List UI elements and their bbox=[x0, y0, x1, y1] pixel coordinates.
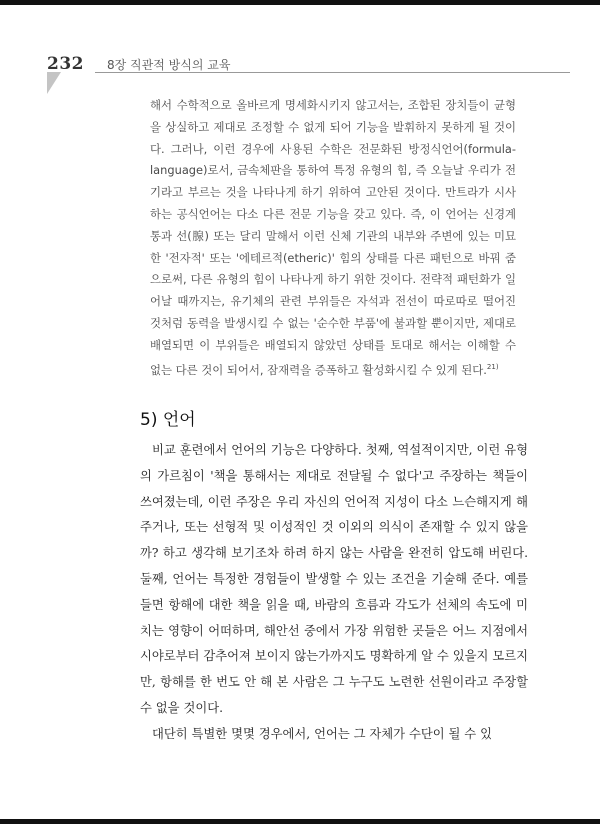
body-text bbox=[140, 438, 528, 748]
block-quote-text: 해서 수학적으로 올바르게 명세화시키지 않고서는, 조합된 장치들이 균형을 상실하고 제대로 조정할 수 없게 되어 기능을 발휘하지 못하게 될 것이다. 그러나, 이런 경우에 사용된 수학은 전문화된 방정식언어(formula-language)로서, 금속체판을 통하여 특정 유형의 힘, 즉 오늘날 우리가 전기라고 부르는 것을 나타나게 하기 위하여 고안된 것이다. 만트라가 시사하는 공식언어는 다소 다른 전문 기능을 갖고 있다. 즉, 이 언어는 신경계통과 선(腺) 또는 달리 말해서 이런 신체 기관의 내부와 주변에 있는 미묘한 '전자적' 또는 '에테르적(etheric)' 힘의 상태를 다른 패턴으로 바꿔 줌으로써, 다른 유형의 힘이 나타나게 하기 위한 것이다. 전략적 패턴화가 일어날 때까지는, 유기체의 관련 부위들은 자석과 전선이 따로따로 떨어진 것처럼 동력을 발생시킬 수 없는 '순수한 부품'에 불과할 뿐이지만, 제대로 배열되면 이 부위들은 배열되지 않았던 상태를 토대로 해서는 이해할 수 없는 다른 것이 되어서, 잠재력을 증폭하고 활성화시킬 수 있게 된다. bbox=[150, 98, 516, 377]
footnote-marker: 21) bbox=[486, 362, 499, 371]
bottom-border bbox=[0, 819, 600, 824]
section-heading: 5) 언어 bbox=[140, 410, 196, 430]
block-quote bbox=[150, 95, 516, 381]
page-number: 232 bbox=[47, 54, 84, 74]
paragraph: 비교 훈련에서 언어의 기능은 다양하다. 첫째, 역설적이지만, 이런 유형의 가르침이 '책을 통해서는 제대로 전달될 수 없다'고 주장하는 책들이 쓰여졌는데, 이런 주장은 우리 자신의 언어적 지성이 다소 느슨해지게 해주거나, 또는 선형적 및 이성적인 것 이외의 의식이 존재할 수 있지 않을까? 하고 생각해 보기조차 하려 하지 않는 사람을 완전히 압도해 버린다. 둘째, 언어는 특정한 경험들이 발생할 수 있는 조건을 기술해 준다. 예를 들면 항해에 대한 책을 읽을 때, 바람의 흐름과 각도가 선체의 속도에 미치는 영향이 어떠하며, 해안선 중에서 가장 위험한 곳들은 어느 지점에서 시야로부터 감추어져 보이지 않는가까지도 명확하게 알 수 있을지 모르지만, 항해를 한 번도 안 해 본 사람은 그 누구도 노련한 선원이라고 주장할 수 없을 것이다. bbox=[140, 443, 528, 715]
page-header bbox=[47, 46, 570, 76]
page-tab-marker bbox=[47, 72, 61, 94]
header-rule bbox=[95, 72, 570, 73]
top-border bbox=[0, 0, 600, 5]
running-title: 8장 직관적 방식의 교육 bbox=[107, 58, 231, 72]
paragraph: 대단히 특별한 몇몇 경우에서, 언어는 그 자체가 수단이 될 수 있 bbox=[152, 726, 492, 741]
